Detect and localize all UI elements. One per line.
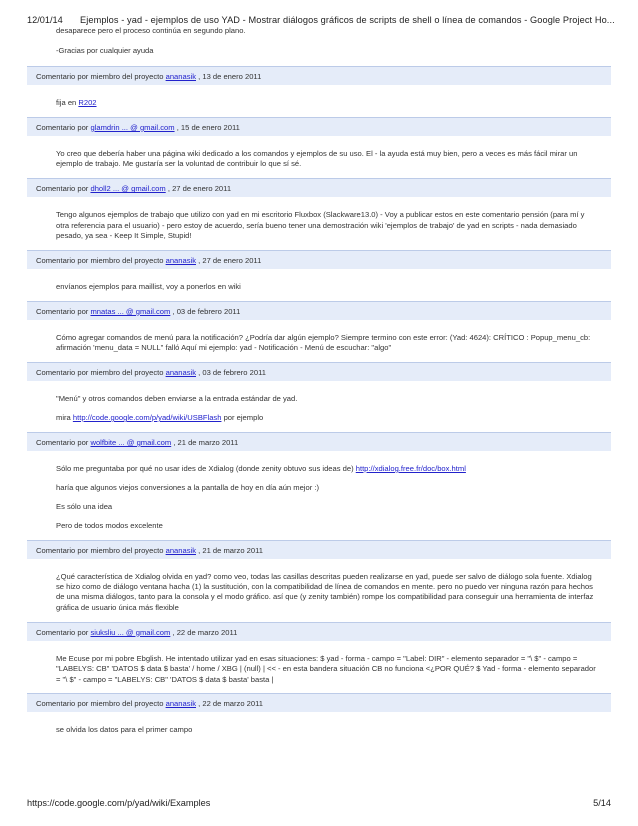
comment-body xyxy=(27,381,611,423)
comment-text: por ejemplo xyxy=(221,413,264,423)
comment xyxy=(27,622,611,685)
comment-date: , 22 de marzo 2011 xyxy=(198,699,263,709)
print-date: 12/01/14 xyxy=(27,15,63,25)
comment-body xyxy=(27,85,611,108)
comment-header xyxy=(27,178,611,197)
comment-by-label: Comentario por miembro del proyecto xyxy=(36,368,164,378)
comment-paragraph xyxy=(56,413,597,423)
print-page-title: Ejemplos - yad - ejemplos de uso YAD - Mostrar diálogos gráficos de scripts de shell o línea de comandos - Google Project Ho... xyxy=(80,15,615,25)
comment-text: Sólo me preguntaba por qué no usar ides de Xdialog (donde zenity obtuvo sus ideas de) xyxy=(56,463,356,473)
comment-paragraph xyxy=(56,483,597,493)
comment-date: , 21 de marzo 2011 xyxy=(173,437,239,447)
comment-text: fija en xyxy=(56,98,79,107)
comment-header xyxy=(27,432,611,451)
comment-text: Cómo agregar comandos de menú para la notificación? ¿Podría dar algún ejemplo? Siempre termino con este error: (Yad: 4624): CRÍTICO : Popup_menu_cb: afirmación 'menu_data = NULL" falló Aquí mi ejemplo: yad - Notificación - Menú de escuchar: "algo" xyxy=(56,332,591,353)
comment-link[interactable]: R202 xyxy=(78,98,97,107)
comment-date: , 03 de febrero 2011 xyxy=(172,306,241,316)
comment-by-label: Comentario por miembro del proyecto xyxy=(36,545,164,555)
previous-comment-continuation xyxy=(27,26,611,55)
comment xyxy=(27,693,611,735)
comment-date: , 27 de enero 2011 xyxy=(198,255,262,265)
page-url: https://code.google.com/p/yad/wiki/Examples xyxy=(27,798,211,808)
comment-by-label: Comentario por xyxy=(36,306,89,316)
comment-body xyxy=(27,197,611,241)
comment-author-link[interactable]: wolfbite ... @ gmail.com xyxy=(90,437,172,447)
comment-text: Me Ecuse por mi pobre Ebglish. He intentado utilizar yad en esas situaciones: $ yad - forma - campo = "Label: DIR" - elemento separador = "\ $" - campo = "LABELYS: CB" 'DATOS $ data $ basta' / home / XBG | (null) | << - en esta bandera situación CB no funciona <¿POR QUÉ? $ Yad - forma - elemento separador = "\ $" - campo = "LABELYS: CB" 'DATOS $ data $ basta' basta | xyxy=(56,653,596,684)
comment-date: , 13 de enero 2011 xyxy=(198,72,262,81)
comment-paragraph xyxy=(56,654,597,685)
comment-link[interactable]: http://xdialog.free.fr/doc/box.html xyxy=(355,463,466,473)
comment-header xyxy=(27,693,611,712)
comment-paragraph xyxy=(56,282,597,292)
comment-date: , 03 de febrero 2011 xyxy=(198,368,266,378)
comment xyxy=(27,117,611,170)
comment-header xyxy=(27,540,611,559)
comment xyxy=(27,178,611,241)
continuation-paragraph: desaparece pero el proceso continúa en segundo plano. xyxy=(56,26,246,35)
comment-date: , 27 de enero 2011 xyxy=(167,184,232,194)
comment-author-link[interactable]: dholl2 ... @ gmail.com xyxy=(90,184,166,194)
comment-paragraph xyxy=(56,502,597,512)
comment-author-link[interactable]: glamdrin ... @ gmail.com xyxy=(90,122,175,132)
comment-paragraph xyxy=(56,149,597,170)
comment-text: "Menú" y otros comandos deben enviarse a la entrada estándar de yad. xyxy=(56,394,298,404)
comment-text: Pero de todos modos excelente xyxy=(56,520,163,530)
comment-paragraph xyxy=(56,572,597,614)
comment-text: Es sólo una idea xyxy=(56,501,113,511)
comment xyxy=(27,301,611,354)
comment-date: , 22 de marzo 2011 xyxy=(172,627,238,637)
print-footer xyxy=(0,798,638,812)
comment xyxy=(27,66,611,108)
continuation-paragraph: -Gracias por cualquier ayuda xyxy=(56,46,154,55)
comment xyxy=(27,540,611,614)
comment-author-link[interactable]: ananasik xyxy=(165,368,196,378)
comment-body xyxy=(27,136,611,170)
comment xyxy=(27,432,611,531)
comment-header xyxy=(27,622,611,641)
comment-date: , 15 de enero 2011 xyxy=(176,122,240,132)
comment-by-label: Comentario por miembro del proyecto xyxy=(36,72,164,81)
comment-text: mira xyxy=(56,413,73,423)
comment-author-link[interactable]: ananasik xyxy=(165,699,196,709)
comment-by-label: Comentario por xyxy=(36,437,89,447)
comment-body xyxy=(27,320,611,354)
comment-text: Yo creo que debería haber una página wiki dedicado a los comandos y ejemplos de su uso. El - la ayuda está muy bien, pero a veces es más fácil mirar un ejemplo de trabajo. Me gustaría ser la voluntad de contribuir lo que sí sé. xyxy=(56,148,578,169)
comment-date: , 21 de marzo 2011 xyxy=(198,545,263,555)
comment-header xyxy=(27,250,611,269)
comment-paragraph xyxy=(56,394,597,404)
comment-text: haría que algunos viejos conversiones a la pantalla de hoy en día aún mejor :) xyxy=(56,482,319,492)
comment xyxy=(27,250,611,292)
page-number: 5/14 xyxy=(593,798,611,808)
comment-by-label: Comentario por miembro del proyecto xyxy=(36,699,164,709)
comment-paragraph xyxy=(56,464,597,474)
comment-body xyxy=(27,641,611,685)
comment-text: se olvida los datos para el primer campo xyxy=(56,725,193,735)
comment-text: Tengo algunos ejemplos de trabajo que utilizo con yad en mi escritorio Fluxbox (Slackware13.0) - Voy a publicar estos en este comentario pensión (para mí y otra referencia para el usuario) - pero estoy de acuerdo, sería bueno tener una demostración wiki 'ejemplos de trabajo' de yad en scripts - nada demasiado pesado, ya sea - Keep It Simple, Stupid! xyxy=(56,210,585,241)
comment xyxy=(27,362,611,423)
comment-by-label: Comentario por xyxy=(36,122,89,132)
comment-by-label: Comentario por miembro del proyecto xyxy=(36,255,164,265)
comment-text: ¿Qué característica de Xdialog olvida en yad? como veo, todas las casillas descritas pueden realizarse en yad, puede ser salvo de diálogo sola fuente. Xdialog se hizo como de diálogo ventana hacha (1) la sustitución, con la compatibilidad de línea de comandos en mente. pero no puedo ver ninguna razón para hechos de una misma diálogos, tanto para la consola y el modo gráfico. así que (y zenity también) rompe los compatibilidad para conseguir una herramienta de interfaz gráfica de usuario única más flexible xyxy=(56,571,594,612)
comment-paragraph xyxy=(56,725,597,735)
comment-author-link[interactable]: ananasik xyxy=(165,72,196,81)
comment-paragraph xyxy=(56,210,597,241)
comment-header xyxy=(27,301,611,320)
comment-author-link[interactable]: ananasik xyxy=(165,255,196,265)
comment-body xyxy=(27,712,611,735)
comment-author-link[interactable]: siuksliu ... @ gmail.com xyxy=(90,627,171,637)
comment-by-label: Comentario por xyxy=(36,184,89,194)
comment-author-link[interactable]: mnatas ... @ gmail.com xyxy=(90,306,171,316)
comment-paragraph xyxy=(56,521,597,531)
comment-body xyxy=(27,559,611,614)
comment-header xyxy=(27,117,611,136)
comment-header xyxy=(27,362,611,381)
comment-body xyxy=(27,269,611,292)
comment-paragraph xyxy=(56,98,597,108)
comment-author-link[interactable]: ananasik xyxy=(165,545,196,555)
comment-paragraph xyxy=(56,333,597,354)
comment-by-label: Comentario por xyxy=(36,627,89,637)
comment-text: envíanos ejemplos para maillist, voy a ponerlos en wiki xyxy=(56,281,241,291)
comment-body xyxy=(27,451,611,531)
comments-list xyxy=(27,26,611,744)
comment-header xyxy=(27,66,611,85)
comment-link[interactable]: http://code.google.com/p/yad/wiki/USBFlash xyxy=(72,413,222,423)
